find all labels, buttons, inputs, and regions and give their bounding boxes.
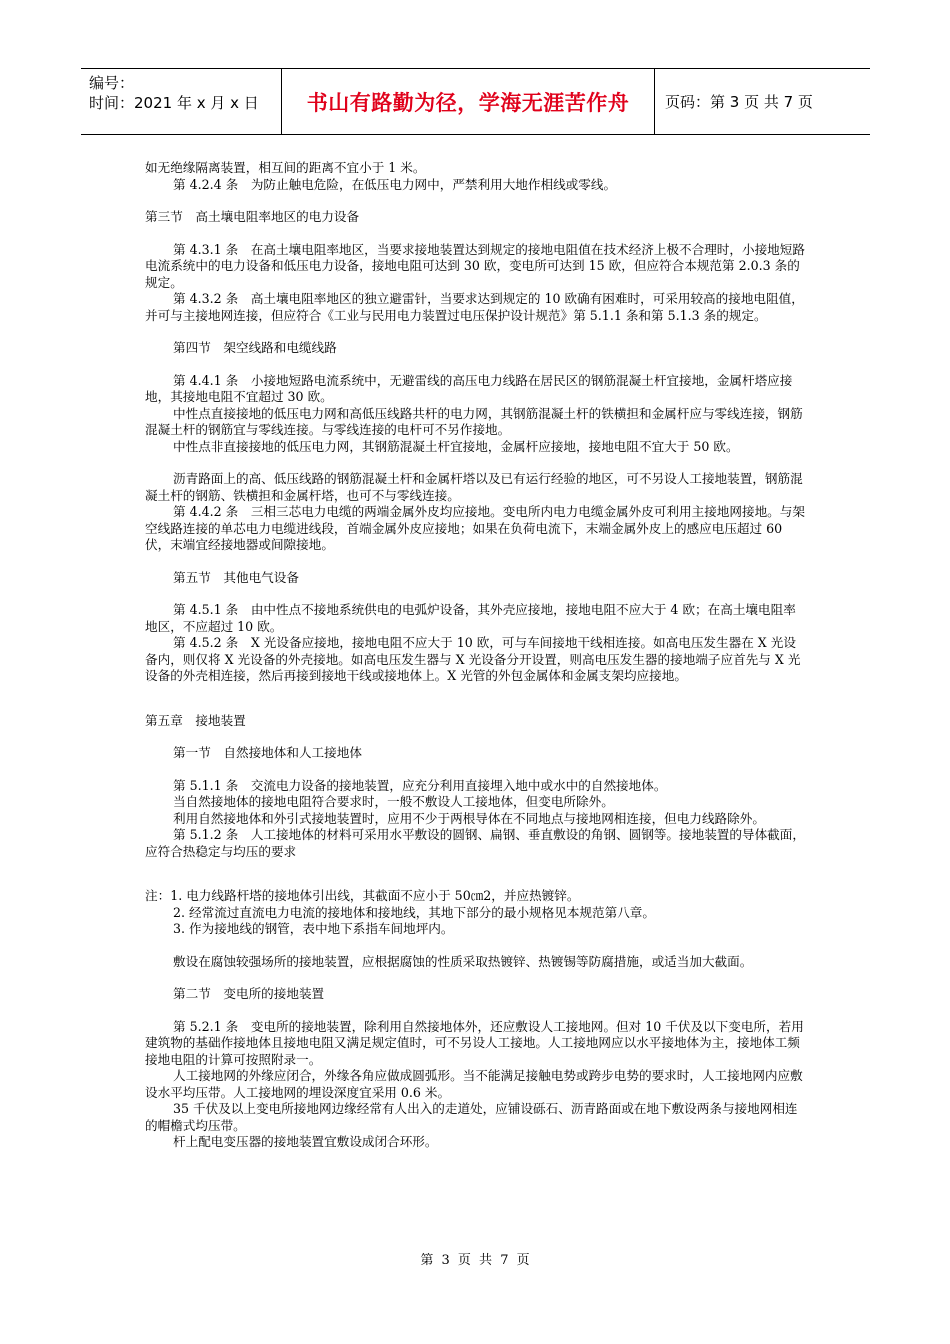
section-heading: 第四节 架空线路和电缆线路 (173, 340, 337, 355)
paragraph: 第 4.2.4 条 为防止触电危险，在低压电力网中，严禁利用大地作相线或零线。 (173, 176, 617, 192)
section-heading: 第一节 自然接地体和人工接地体 (173, 745, 362, 760)
paragraph: 第 4.5.1 条 由中性点不接地系统供电的电弧炉设备，其外壳应接地，接地电阻不应大于 4 欧；在高土壤电阻率地区，不应超过 10 欧。 (145, 602, 796, 634)
paragraph: 中性点非直接接地的低压电力网，其钢筋混凝土杆宜接地，金属杆应接地，接地电阻不宜大于 50 欧。 (173, 438, 739, 454)
paragraph: 第 4.3.1 条 在高土壤电阻率地区，当要求接地装置达到规定的接地电阻值在技术经济上极不合理时，小接地短路电流系统中的电力设备和低压电力设备，接地电阻可达到 30 欧，变电所可达到 15 欧，但应符合本规范第 2.0.3 条的规定。 (145, 241, 805, 290)
paragraph: 如无绝缘隔离装置，相互间的距离不宜小于 1 米。 (145, 160, 426, 175)
paragraph: 35 千伏及以上变电所接地网边缘经常有人出入的走道处，应铺设砾石、沥青路面或在地下敷设两条与接地网相连的帽檐式均压带。 (145, 1101, 798, 1133)
chapter-heading: 第五章 接地装置 (145, 712, 246, 728)
paragraph: 人工接地网的外缘应闭合，外缘各角应做成圆弧形。当不能满足接触电势或跨步电势的要求时，人工接地网内应敷设水平均压带。人工接地网的埋设深度宜采用 0.6 米。 (145, 1068, 803, 1100)
section-heading: 第二节 变电所的接地装置 (173, 986, 325, 1001)
header-page-label: 页码：第 3 页 共 7 页 (665, 93, 813, 111)
paragraph: 当自然接地体的接地电阻符合要求时，一般不敷设人工接地体，但变电所除外。 (173, 794, 614, 809)
note: 注：1. 电力线路杆塔的接地体引出线，其截面不应小于 50㎝2，并应热镀锌。 (145, 888, 580, 903)
paragraph: 利用自然接地体和外引式接地装置时，应用不少于两根导体在不同地点与接地网相连接，但电力线路除外。 (173, 810, 765, 826)
header-meta (81, 69, 282, 134)
paragraph: 中性点直接接地的低压电力网和高低压线路共杆的电力网，其钢筋混凝土杆的铁横担和金属杆应与零线连接，钢筋混凝土杆的钢筋宜与零线连接。与零线连接的电杆可不另作接地。 (145, 405, 803, 437)
paragraph: 第 4.3.2 条 高土壤电阻率地区的独立避雷针，当要求达到规定的 10 欧确有困难时，可采用较高的接地电阻值，并可与主接地网连接，但应符合《工业与民用电力装置过电压保护设计规范》第 5.1.1 条和第 5.1.3 条的规定。 (145, 291, 804, 323)
paragraph: 第 5.1.2 条 人工接地体的材料可采用水平敷设的圆钢、扁钢、垂直敷设的角钢、圆钢等。接地装置的导体截面，应符合热稳定与均压的要求 (145, 827, 805, 859)
section-heading: 第五节 其他电气设备 (173, 569, 299, 585)
section-heading: 第三节 高土壤电阻率地区的电力设备 (145, 209, 360, 224)
document-body (145, 160, 805, 1151)
paragraph: 第 5.2.1 条 变电所的接地装置，除利用自然接地体外，还应敷设人工接地网。但对 10 千伏及以下变电所，若用建筑物的基础作接地体且接地电阻又满足规定值时，可不另设人工接地。人工接地网应以水平接地体为主，接地体工频接地电阻的计算可按照附录一。 (145, 1018, 804, 1067)
paragraph: 敷设在腐蚀较强场所的接地装置，应根据腐蚀的性质采取热镀锌、热镀锡等防腐措施，或适当加大截面。 (173, 953, 753, 969)
paragraph: 第 4.5.2 条 X 光设备应接地，接地电阻不应大于 10 欧，可与车间接地干线相连接。如高电压发生器在 X 光设备内，则仅将 X 光设备的外壳接地。如高电压发生器与 X 光设备分开设置，则高电压发生器的接地端子应首先与 X 光设备的外壳相连接，然后再接到接地干线或接地体上。X 光管的外包金属体和金属支架均应接地。 (145, 635, 801, 683)
time-label: 时间：2021 年 x 月 x 日 (89, 94, 259, 112)
paragraph: 沥青路面上的高、低压线路的钢筋混凝土杆和金属杆塔以及已有运行经验的地区，可不另设人工接地装置，钢筋混凝土杆的钢筋、铁横担和金属杆塔，也可不与零线连接。 (145, 471, 803, 503)
page-footer: 第 3 页 共 7 页 (420, 1253, 530, 1268)
page-header (81, 68, 870, 135)
paragraph: 第 5.1.1 条 交流电力设备的接地装置，应充分利用直接埋入地中或水中的自然接地体。 (173, 777, 667, 793)
note: 3. 作为接地线的钢管，表中地下系指车间地坪内。 (173, 921, 454, 936)
header-motto: 书山有路勤为径，学海无涯苦作舟 (282, 69, 655, 134)
paragraph: 第 4.4.1 条 小接地短路电流系统中，无避雷线的高压电力线路在居民区的钢筋混凝土杆宜接地，金属杆塔应接地，其接地电阻不宜超过 30 欧。 (145, 372, 793, 404)
paragraph: 第 4.4.2 条 三相三芯电力电缆的两端金属外皮均应接地。变电所内电力电缆金属外皮可利用主接地网接地。与架空线路连接的单芯电力电缆进线段，首端金属外皮应接地；如果在负荷电流下，末端金属外皮上的感应电压超过 60 伏，末端宜经接地器或间隙接地。 (145, 504, 805, 552)
paragraph: 杆上配电变压器的接地装置宜敷设成闭合环形。 (173, 1134, 438, 1149)
note: 2. 经常流过直流电力电流的接地体和接地线，其地下部分的最小规格见本规范第八章。 (173, 904, 655, 920)
number-label: 编号： (89, 74, 135, 92)
